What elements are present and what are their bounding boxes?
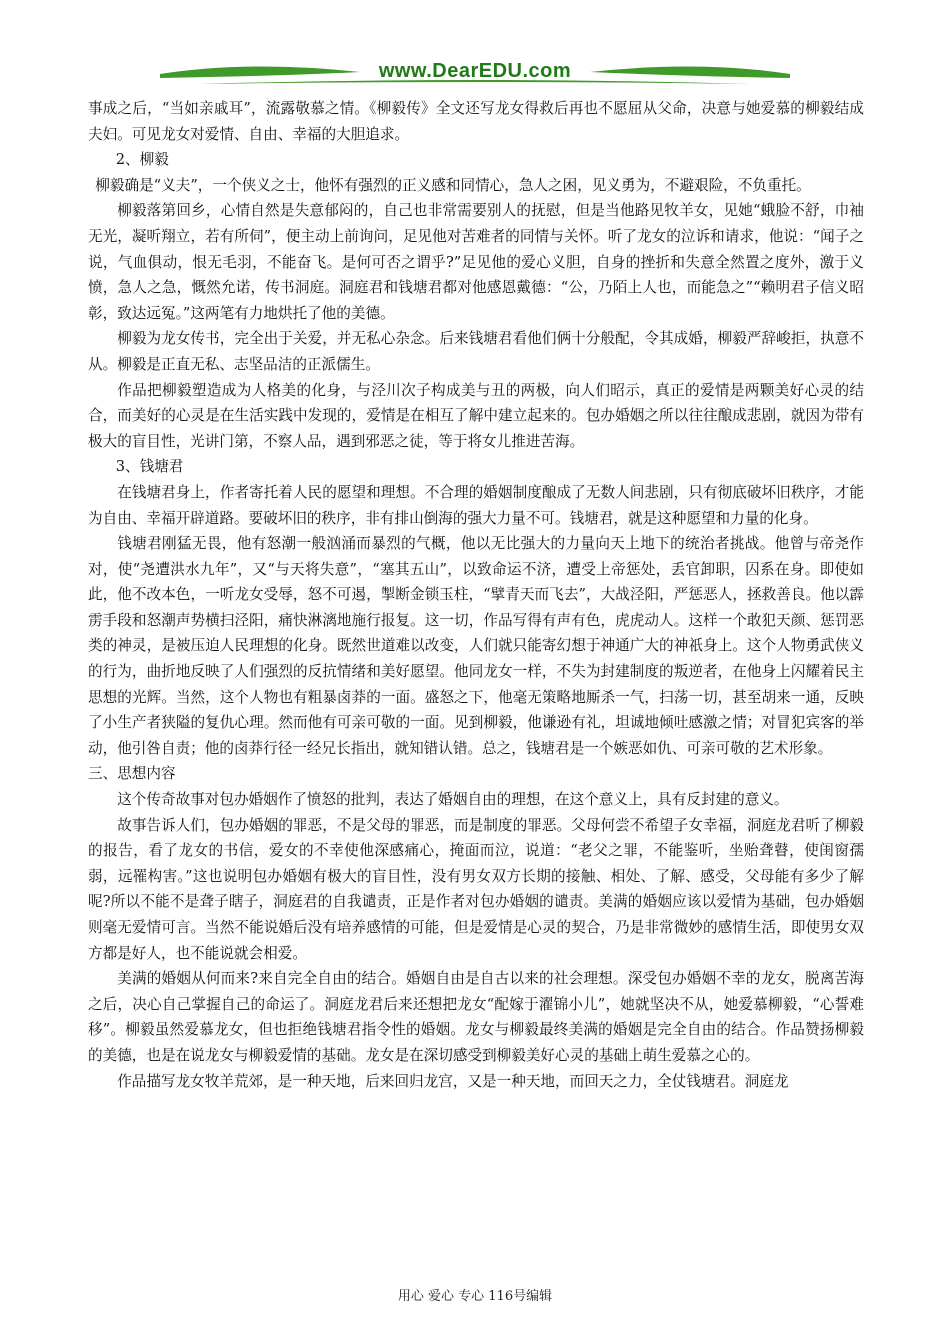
site-header <box>160 56 790 98</box>
paragraph: 3、钱塘君 <box>115 458 184 476</box>
page-footer: 用心 爱心 专心 116号编辑 <box>397 1289 553 1304</box>
paragraph: 作品把柳毅塑造成为人格美的化身，与泾川次子构成美与丑的两极，向人们昭示，真正的爱情是两颗美好心灵的结合，而美好的心灵是在生活实践中发现的，爱情是在相互了解中建立起来的。包办婚姻之所以往往酿成悲剧，就因为带有极大的盲目性，光讲门第，不察人品，遇到邪恶之徒，等于将女儿推进苦海。 <box>88 381 864 450</box>
paragraph: 柳毅为龙女传书，完全出于关爱，并无私心杂念。后来钱塘君看他们俩十分般配，令其成婚，柳毅严辞峻拒，执意不从。柳毅是正直无私、志坚品洁的正派儒生。 <box>88 330 864 373</box>
paragraph: 柳毅落第回乡，心情自然是失意郁闷的，自己也非常需要别人的抚慰，但是当他路见牧羊女，见她“蛾脸不舒，巾袖无光，凝听翔立，若有所伺”，便主动上前询问，足见他对苦难者的同情与关怀。听了龙女的泣诉和请求，他说：“闻子之说，气血俱动，恨无毛羽，不能奋飞。是何可否之谓乎?”足见他的爱心义胆，自身的挫折和失意全然置之度外，激于义愤，急人之急，慨然允诺，传书洞庭。洞庭君和钱塘君都对他感恩戴德：“公，乃陌上人也，而能急之”“赖明君子信义昭彰，致达远冤。”这两笔有力地烘托了他的美德。 <box>88 202 864 322</box>
paragraph: 这个传奇故事对包办婚姻作了愤怒的批判，表达了婚姻自由的理想，在这个意义上，具有反封建的意义。 <box>117 791 789 809</box>
paragraph: 钱塘君刚猛无畏，他有怒潮一般汹涌而暴烈的气概，他以无比强大的力量向天上地下的统治者挑战。他曾与帝尧作对，使“尧遭洪水九年”，又“与天将失意”，“塞其五山”，以致命运不济，遭受上帝惩处，丢官卸职，囚系在身。即使如此，他不改本色，一听龙女受辱，怒不可遏，掣断金锁玉柱，“擘青天而飞去”，大战泾阳，严惩恶人，拯救善良。他以霹雳手段和怒潮声势横扫泾阳，痛快淋漓地施行报复。这一切，作品写得有声有色，虎虎动人。这样一个敢犯天颜、惩罚恶类的神灵，是被压迫人民理想的化身。既然世道难以改变，人们就只能寄幻想于神通广大的神祇身上。这个人物勇武侠义的行为，曲折地反映了人们强烈的反抗情绪和美好愿望。他同龙女一样，不失为封建制度的叛逆者，在他身上闪耀着民主思想的光辉。当然，这个人物也有粗暴卤莽的一面。盛怒之下，他毫无策略地厮杀一气，扫荡一切，甚至胡来一通，反映了小生产者狭隘的复仇心理。然而他有可亲可敬的一面。见到柳毅，他谦逊有礼，坦诚地倾吐感激之情；对冒犯宾客的举动，他引咎自责；他的卤莽行径一经兄长指出，就知错认错。总之，钱塘君是一个嫉恶如仇、可亲可敬的艺术形象。 <box>88 535 864 757</box>
paragraph: 柳毅确是“义夫”，一个侠义之士，他怀有强烈的正义感和同情心，急人之困，见义勇为，不避艰险，不负重托。 <box>95 176 811 194</box>
paragraph: 事成之后，“当如亲戚耳”，流露敬慕之情。《柳毅传》全文还写龙女得救后再也不愿屈从父命，决意与她爱慕的柳毅结成夫妇。可见龙女对爱情、自由、幸福的大胆追求。 <box>88 100 864 143</box>
paragraph: 作品描写龙女牧羊荒郊，是一种天地，后来回归龙宫，又是一种天地，而回天之力，全仗钱塘君。洞庭龙 <box>117 1072 789 1090</box>
site-logo[interactable]: www.DearEDU.com <box>378 60 572 82</box>
paragraph: 美满的婚姻从何而来?来自完全自由的结合。婚姻自由是自古以来的社会理想。深受包办婚姻不幸的龙女，脱离苦海之后，决心自己掌握自己的命运了。洞庭龙君后来还想把龙女“配嫁于濯锦小儿”，她就坚决不从，她爱慕柳毅，“心誓难移”。柳毅虽然爱慕龙女，但也拒绝钱塘君指令性的婚姻。龙女与柳毅最终美满的婚姻是完全自由的结合。作品赞扬柳毅的美德，也是在说龙女与柳毅爱情的基础。龙女是在深切感受到柳毅美好心灵的基础上萌生爱慕之心的。 <box>88 970 864 1064</box>
paragraph: 故事告诉人们，包办婚姻的罪恶，不是父母的罪恶，而是制度的罪恶。父母何尝不希望子女幸福，洞庭龙君听了柳毅的报告，看了龙女的书信，爱女的不幸使他深感痛心，掩面而泣，说道：“老父之罪，不能鉴听，坐贻聋瞽，使闺窗孺弱，远罹构害。”这也说明包办婚姻有极大的盲目性，没有男女双方长期的接触、相处、了解、感受，父母能有多少了解呢?所以不能不是聋子瞎子，洞庭君的自我谴责，正是作者对包办婚姻的谴责。美满的婚姻应该以爱情为基础，包办婚姻则毫无爱情可言。当然不能说婚后没有培养感情的可能，但是爱情是心灵的契合，乃是非常微妙的感情生活，即使男女双方都是好人，也不能说就会相爱。 <box>88 816 864 962</box>
paragraph: 2、柳毅 <box>115 151 169 169</box>
paragraph: 三、思想内容 <box>88 765 176 783</box>
document-body <box>88 96 864 1094</box>
paragraph: 在钱塘君身上，作者寄托着人民的愿望和理想。不合理的婚姻制度酿成了无数人间悲剧，只有彻底破坏旧秩序，才能为自由、幸福开辟道路。要破坏旧的秩序，非有排山倒海的强大力量不可。钱塘君，就是这种愿望和力量的化身。 <box>88 483 864 527</box>
